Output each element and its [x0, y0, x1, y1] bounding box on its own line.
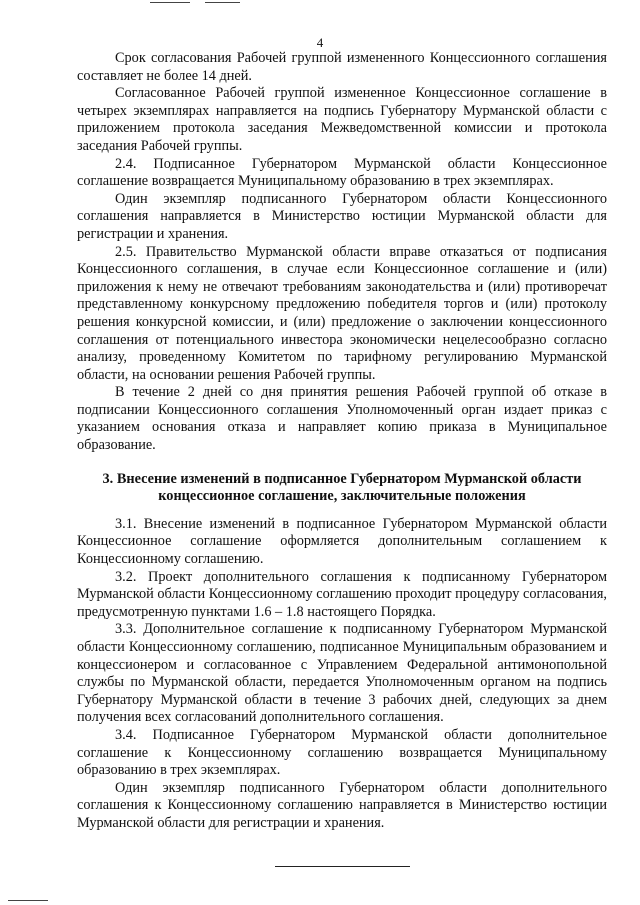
paragraph: Один экземпляр подписанного Губернатором области дополнительного соглашения к Концессионному соглашению направляется в Министерство юстиции Мурманской области для регистрации и хранения.	[77, 779, 607, 831]
section-3-heading: 3. Внесение изменений в подписанное Губернатором Мурманской области концессионное соглашение, заключительные положения	[102, 470, 582, 505]
scan-mark-top-right	[205, 2, 240, 3]
paragraph-2-5: 2.5. Правительство Мурманской области вправе отказаться от подписания Концессионного соглашения, в случае если Концессионное соглашение и (или) приложения к нему не отвечают требованиям законодательства и (или) противоречат представленному конкурсному предложению победителя торгов и (или) протоколу решения конкурсной комиссии, и (или) предложение о заключении концессионного соглашения от потенциального инвестора экономически нецелесообразно согласно анализу, проведенному Комитетом по тарифному регулированию Мурманской области, на основании решения Рабочей группы.	[77, 243, 607, 383]
paragraph-3-1: 3.1. Внесение изменений в подписанное Губернатором Мурманской области Концессионное соглашение оформляется дополнительным соглашением к Концессионному соглашению.	[77, 515, 607, 568]
paragraph: Срок согласования Рабочей группой измененного Концессионного соглашения составляет не более 14 дней.	[77, 50, 607, 84]
page-number: 4	[316, 35, 324, 50]
paragraph: В течение 2 дней со дня принятия решения Рабочей группой об отказе в подписании Концессионного соглашения Уполномоченный орган издает приказ с указанием основания отказа и направляет копию приказа в Муниципальное образование.	[77, 384, 607, 454]
scan-mark-bottom-left	[8, 900, 48, 901]
paragraph: Один экземпляр подписанного Губернатором области Концессионного соглашения направляется в Министерство юстиции Мурманской области для регистрации и хранения.	[77, 190, 607, 242]
paragraph-3-3: 3.3. Дополнительное соглашение к подписанному Губернатором Мурманской области Концессионному соглашению, подписанное Муниципальным образованием и концессионером и согласованное с Управлением Федеральной антимонопольной службы по Мурманской области, передается Уполномоченным органом на подпись Губернатору Мурманской области в течение 3 рабочих дней, следующих за днем получения всех согласований дополнительного соглашения.	[77, 621, 607, 726]
paragraph: Согласованное Рабочей группой измененное Концессионное соглашение в четырех экземплярах направляется на подпись Губернатору Мурманской области с приложением протокола заседания Межведомственной комиссии и протокола заседания Рабочей группы.	[77, 85, 607, 154]
scan-mark-top-left	[150, 2, 190, 3]
paragraph-2-4: 2.4. Подписанное Губернатором Мурманской области Концессионное соглашение возвращается Муниципальному образованию в трех экземплярах.	[77, 155, 607, 190]
document-body	[77, 50, 607, 833]
paragraph-3-4: 3.4. Подписанное Губернатором Мурманской области дополнительное соглашение к Концессионному соглашению возвращается Муниципальному образованию в трех экземплярах.	[77, 726, 607, 779]
end-divider	[275, 866, 410, 867]
paragraph-3-2: 3.2. Проект дополнительного соглашения к подписанному Губернатором Мурманской области Концессионному соглашению проходит процедуру согласования, предусмотренную пунктами 1.6 – 1.8 настоящего Порядка.	[77, 568, 607, 620]
